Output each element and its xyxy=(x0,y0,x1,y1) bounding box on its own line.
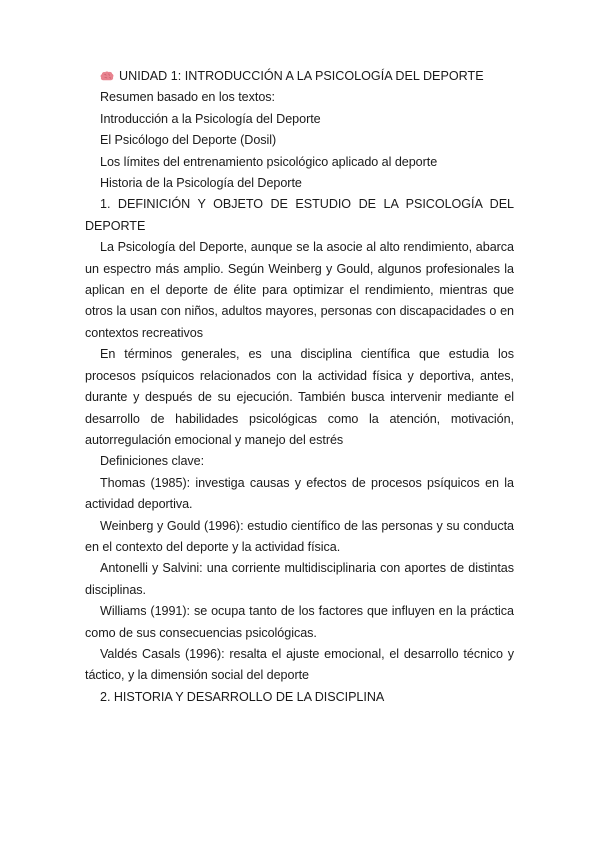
definition-item: Antonelli y Salvini: una corriente multidisciplinaria con aportes de distintas disciplinas. xyxy=(85,561,514,597)
definition-item: Valdés Casals (1996): resalta el ajuste emocional, el desarrollo técnico y táctico, y la dimensión social del deporte xyxy=(85,646,514,683)
source-text-item: El Psicólogo del Deporte (Dosil) xyxy=(100,133,277,148)
document-title-line xyxy=(85,66,514,87)
section-1-paragraph: En términos generales, es una disciplina científica que estudia los procesos psíquicos relacionados con la actividad física y deportiva, antes, durante y después de su ejecución. También busca intervenir mediante el desarrollo de habilidades psicológicas como la atención, motivación, autorregulación emocional y manejo del estrés xyxy=(85,347,514,447)
document-title: UNIDAD 1: INTRODUCCIÓN A LA PSICOLOGÍA DEL DEPORTE xyxy=(119,69,484,83)
brain-icon xyxy=(100,71,114,81)
definitions-label: Definiciones clave: xyxy=(100,454,205,469)
section-1-heading: 1. DEFINICIÓN Y OBJETO DE ESTUDIO DE LA PSICOLOGÍA DEL DEPORTE xyxy=(85,197,514,233)
document-body xyxy=(85,66,514,708)
definition-item: Williams (1991): se ocupa tanto de los factores que influyen en la práctica como de sus consecuencias psicológicas. xyxy=(85,604,514,640)
source-text-item: Historia de la Psicología del Deporte xyxy=(100,176,302,191)
summary-intro: Resumen basado en los textos: xyxy=(100,90,275,105)
section-1-paragraph: La Psicología del Deporte, aunque se la asocie al alto rendimiento, abarca un espectro más amplio. Según Weinberg y Gould, algunos profesionales la aplican en el deporte de élite para optimizar el rendimiento, mientras que otros la usan con niños, adultos mayores, personas con discapacidades o en contextos recreativos xyxy=(85,240,514,340)
definition-item: Weinberg y Gould (1996): estudio científico de las personas y su conducta en el contexto del deporte y la actividad física. xyxy=(85,518,514,554)
definition-item: Thomas (1985): investiga causas y efectos de procesos psíquicos en la actividad deportiva. xyxy=(85,475,514,512)
source-text-item: Los límites del entrenamiento psicológico aplicado al deporte xyxy=(100,154,438,169)
source-text-item: Introducción a la Psicología del Deporte xyxy=(100,111,321,126)
section-2-heading: 2. HISTORIA Y DESARROLLO DE LA DISCIPLINA xyxy=(100,689,385,704)
